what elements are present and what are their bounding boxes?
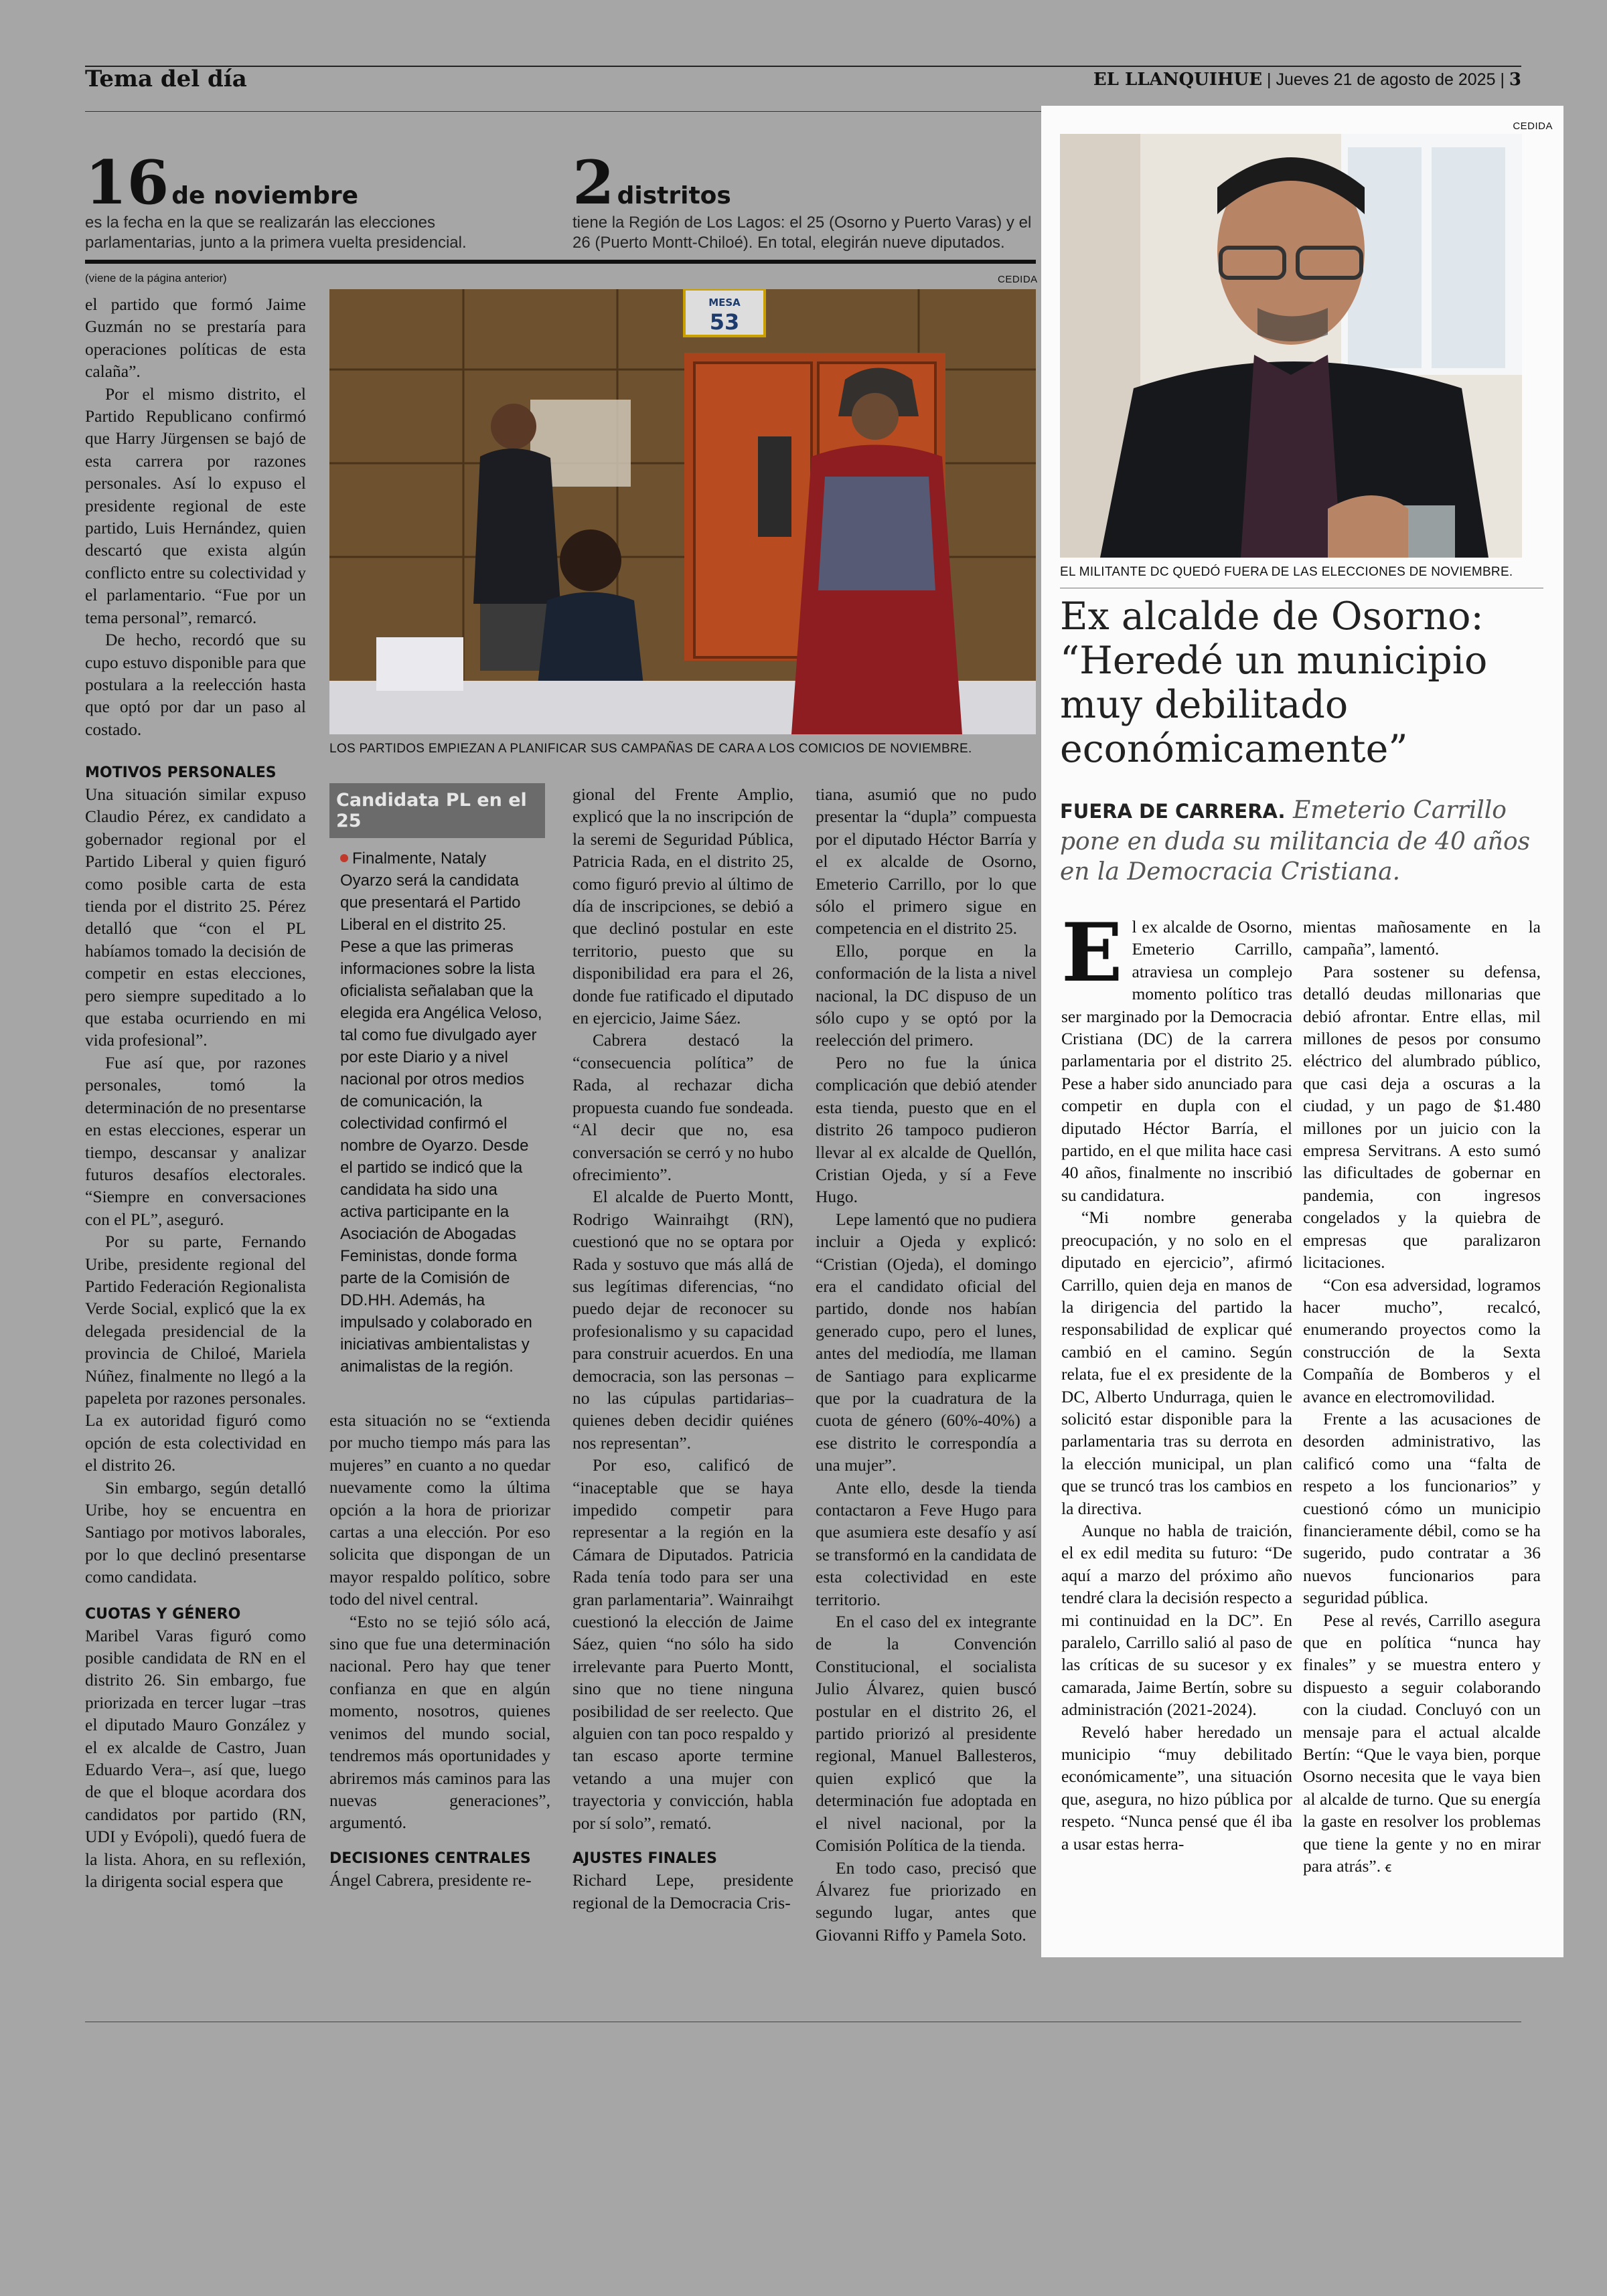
side-deck (1060, 795, 1549, 887)
paragraph: gional del Frente Amplio, explicó que la no inscripción de la seremi de Seguridad Pública, Patricia Rada, en el distrito 25, como figuró previo al último de día de inscripciones, se debió a que declinó postular en este territorio, puesto que su disponibilidad era para el 26, donde fue ratificado el diputado en ejercicio, Jaime Sáez. (572, 785, 793, 1028)
side-column-2 (1303, 916, 1541, 1878)
paragraph: Una situación similar expuso Claudio Pérez, ex candidato a gobernador regional por el Partido Liberal y quien figuró como posible carta de esta tienda por el distrito 25. Pérez detalló que “con el PL habíamos tomado la decisión de competir en estas elecciones, pero siempre supeditado a lo que estaba ocurriendo en mi vida profesional”. (85, 785, 306, 1050)
subhead-ajustes: AJUSTES FINALES (572, 1850, 718, 1868)
paragraph: Lepe lamentó que no pudiera incluir a Ojeda y explicó: “Cristian (Ojeda), el domingo era el candidato oficial del partido, donde nos habían generado cupo, pero el lunes, antes del mediodía, me llaman de Santiago para explicarme que por la cuadratura de la cuota de género (60%-40%) a ese distrito le correspondía a una mujer”. (816, 1209, 1037, 1475)
facts-divider (85, 260, 1036, 264)
paragraph: Sin embargo, según detalló Uribe, hoy se encuentra en Santiago por motivos laborales, por lo que declinó presentarse como candidata. (85, 1477, 306, 1587)
paragraph: Frente a las acusaciones de desorden administrativo, las calificó como una “falta de respeto a los funcionarios” y cuestionó cómo un municipio financieramente débil, como se ha sugerido, pudo contratar a 36 nuevos funcionarios para seguridad pública. (1303, 1408, 1541, 1608)
paragraph: Pero no fue la única complicación que debió atender esta tienda, puesto que en el distrito 26 tampoco pudieron llevar al ex alcalde de Quellón, Cristian Ojeda, y sí a Feve Hugo. (816, 1052, 1037, 1207)
article-column-1-top (85, 293, 306, 740)
bullet-icon (340, 854, 348, 862)
paragraph: Richard Lepe, presidente regional de la Democracia Cris- (572, 1870, 793, 1912)
side-headline: Ex alcalde de Osorno: “Heredé un municipio muy debilitado económicamente” (1060, 594, 1488, 771)
paragraph: Por su parte, Fernando Uribe, presidente regional del Partido Federación Regionalista Verde Social, explicó que la ex delegada presidencial de la provincia de Chiloé, Mariela Núñez, finalmente no llegó a la papeleta por razones personales. La ex autoridad figuró como opción de esta colectividad en el distrito 26. (85, 1232, 306, 1475)
paragraph: El alcalde de Puerto Montt, Rodrigo Wainraihgt (RN), cuestionó que no se optara por Rada y sostuvo que más allá de sus legítimas diferencias, “no puedo dejar de reconocer su profesionalismo y su capacidad para construir acuerdos. En una democracia, son las personas –no las cúpulas partidarias– quienes deben decidir quiénes nos representan”. (572, 1187, 793, 1453)
sidebox-text: Finalmente, Nataly Oyarzo será la candidata que presentará el Partido Liberal en el distrito 25. Pese a que las primeras informaciones sobre la lista oficialista señalaban que la elegida era Angélica Veloso, tal como fue divulgado ayer por este Diario y a nivel nacional por otros medios de comunicación, la colectividad confirmó el nombre de Oyarzo. Desde el partido se indicó que la candidata ha sido una activa participante en la Asociación de Abogadas Feministas, donde forma parte de la Comisión de DD.HH. Además, ha impulsado y colaborado en iniciativas ambientalistas y animalistas de la región. (340, 849, 542, 1376)
paragraph: Fue así que, por razones personales, tomó la determinación de no presentarse en estas elecciones, esperar un tiempo, descansar y analizar futuros desafíos electorales. “Siempre en conversaciones con el PL”, aseguró. (85, 1052, 306, 1229)
fact-number: 2 (572, 147, 615, 218)
paragraph: En el caso del ex integrante de la Convención Constitucional, el socialista Julio Álvarez, quien buscó postular en el distrito 26, el partido priorizó al presidente regional, Manuel Ballesteros, quien explicó que la determinación fue adoptada en el nivel nacional, por la Comisión Política de la tienda. (816, 1612, 1037, 1856)
sidebox-candidata (329, 783, 545, 1378)
sidebox-title: Candidata PL en el 25 (329, 783, 545, 838)
fact-unit: distritos (617, 182, 731, 210)
paragraph: Por el mismo distrito, el Partido Republicano confirmó que Harry Jürgensen se bajó de esta carrera por razones personales. Así lo expuso el presidente regional de este partido, Luis Hernández, quien descartó que exista algún conflicto entre su colectividad y el parlamentario. “Fue por un tema personal”, remarcó. (85, 384, 306, 627)
photo-credit: CEDIDA (998, 274, 1038, 285)
subhead-motivos: MOTIVOS PERSONALES (85, 764, 277, 781)
paragraph: Ante ello, desde la tienda contactaron a Feve Hugo para que asumiera este desafío y así se transformó en la candidata de esta colectividad en este territorio. (816, 1477, 1037, 1609)
kicker: FUERA DE CARRERA. (1060, 800, 1286, 823)
issue-date: Jueves 21 de agosto de 2025 (1276, 70, 1496, 89)
fact-text: tiene la Región de Los Lagos: el 25 (Osorno y Puerto Varas) y el 26 (Puerto Montt-Chiloé). En total, elegirán nueve diputados. (572, 214, 1032, 252)
top-rule (85, 66, 1521, 67)
paragraph: En todo caso, precisó que Álvarez fue priorizado en segundo lugar, antes que Giovanni Riffo y Pamela Soto. (816, 1858, 1037, 1945)
portrait-photo (1060, 134, 1522, 558)
sign-label: MESA (708, 297, 741, 309)
page-number: 3 (1509, 70, 1521, 90)
end-mark-icon: ꞓ (1385, 1859, 1392, 1876)
paragraph-text: Pese al revés, Carrillo asegura que en política “nunca hay finales” y se muestra entero y dispuesto a seguir colaborando con la ciudad. Concluyó con un mensaje para el actual alcalde Bertín: “Que le vaya bien, porque Osorno necesita que le vaya bien al alcalde de turno. Que su energía la gaste en resolver los problemas que tiene la gente y no en mirar para atrás”. (1303, 1610, 1541, 1876)
continued-note: (viene de la página anterior) (85, 272, 227, 284)
fact-box-1 (85, 147, 540, 253)
side-column-1 (1061, 906, 1292, 1855)
paragraph: mientas mañosamente en la campaña”, lamentó. (1303, 917, 1541, 959)
paragraph: “Esto no se tejió sólo acá, sino que fue una determinación nacional. Pero hay que tener confianza en que en algún momento, nosotros, quienes venimos del mundo social, tendremos más oportunidades y abriremos más caminos para las nuevas generaciones”, argumentó. (329, 1611, 550, 1833)
sidebox-body (329, 838, 545, 1378)
paragraph: “Mi nombre generaba preocupación, y no solo en el diputado en ejercicio”, afirmó Carrillo, quien deja en manos de la dirigencia del partido la responsabilidad de explicar qué cambió en el camino. Según relata, fue el ex presidente de la DC, Alberto Undurraga, quien le solicitó estar disponible para la parlamentaria tras su derrota en la elección municipal, un plan que se truncó tras los cambios en la directiva. (1061, 1208, 1292, 1518)
portrait-credit: CEDIDA (1513, 120, 1553, 132)
fact-unit: de noviembre (171, 182, 359, 210)
paragraph: Aunque no habla de traición, el ex edil medita su futuro: “De aquí a marzo del próximo año tendré clara la decisión respecto a mi continuidad en la DC”. En paralelo, Carrillo salió al paso de las críticas de su sucesor y ex camarada, Jaime Bertín, sobre su administración (2021-2024). (1061, 1520, 1292, 1720)
paragraph: Ángel Cabrera, presidente re- (329, 1870, 532, 1890)
fact-number: 16 (85, 147, 169, 218)
paragraph: tiana, asumió que no pudo presentar la “dupla” compuesta por el diputado Héctor Barría y el ex alcalde de Osorno, Emeterio Carrillo, por lo que sólo el primero sigue en competencia en el distrito 25. (816, 785, 1037, 938)
paragraph: el partido que formó Jaime Guzmán no se prestaría para operaciones políticas de esta calaña”. (85, 295, 306, 382)
paragraph: Por eso, calificó de “inaceptable que se haya impedido competir para representar a la región en la Cámara de Diputados. Patricia Rada tenía todo para ser una gran parlamentaria”. Wainraihgt cuestionó la elección de Jaime Sáez, quien “no sólo ha sido irrelevante para Puerto Montt, sino que no tiene ninguna posibilidad de ser reelecto. Que alguien con tan poco respaldo y tan escaso aporte termine vetando a una mujer con trayectoria y convicción, habla por sí solo”, remató. (572, 1455, 793, 1833)
paragraph: Para sostener su defensa, detalló deudas millonarias que debió afrontar. Entre ellas, mil millones de pesos por consumo eléctrico del alumbrado público, que casi deja a oscuras a la ciudad, y un pago de $1.480 millones por un juicio con la empresa Servitrans. A esto sumó las dificultades de gobernar en pandemia, con ingresos congelados y la quiebra de empresas que paralizaron licitaciones. (1303, 961, 1541, 1273)
fact-text: es la fecha en la que se realizarán las elecciones parlamentarias, junto a la primera vuelta presidencial. (85, 214, 467, 252)
article-column-3 (572, 783, 793, 1914)
side-article-panel (1041, 106, 1563, 1957)
deck-text: Emeterio Carrillo pone en duda su militancia de 40 años en la Democracia Cristiana. (1060, 797, 1531, 886)
fact-box-2 (572, 147, 1041, 253)
paragraph: “Con esa adversidad, logramos hacer mucho”, recalcó, enumerando proyectos como la construcción de la Sexta Compañía de Bomberos y el avance en electromovilidad. (1303, 1275, 1541, 1406)
paragraph (1303, 1609, 1541, 1879)
photo-caption: LOS PARTIDOS EMPIEZAN A PLANIFICAR SUS CAMPAÑAS DE CARA A LOS COMICIOS DE NOVIEMBRE. (329, 742, 972, 756)
article-column-1 (85, 763, 306, 1893)
subhead-cuotas: CUOTAS Y GÉNERO (85, 1605, 241, 1623)
paragraph: Maribel Varas figuró como posible candidata de RN en el distrito 26. Sin embargo, fue priorizada en tercer lugar –tras el diputado Mauro González y el ex alcalde de Castro, Juan Eduardo Vera–, así que, luego de que el bloque acordara dos candidatos por partido (RN, UDI y Evópoli), quedó fuera de la lista. Ahora, en su reflexión, la dirigenta social espera que (85, 1625, 306, 1892)
paragraph: De hecho, recordó que su cupo estuvo disponible para que postulara a la reelección hasta que optó por dar un paso al costado. (85, 630, 306, 739)
paragraph: Ello, porque en la conformación de la lista a nivel nacional, la DC dispuso de un sólo cupo y se optó por la reelección del primero. (816, 940, 1037, 1050)
article-column-4 (816, 783, 1037, 1946)
main-photo (329, 289, 1036, 734)
sign-number: 53 (709, 309, 740, 335)
paragraph: esta situación no se “extienda por mucho tiempo más para las mujeres” en cuanto a no quedar nuevamente como la última opción a la hora de priorizar cartas a una elección. Por eso solicita que dispongan de un mayor respaldo político, sobre todo del nivel central. (329, 1410, 550, 1609)
paragraph: l ex alcalde de Osorno, Emeterio Carrillo, atraviesa un complejo momento político tras ser marginado por la Democracia Cristiana (DC) de la carrera parlamentaria por el distrito 25. Pese a haber sido anunciado para competir en dupla con el diputado Héctor Barría, el partido, en el que milita hace casi 40 años, finalmente no inscribió su candidatura. (1061, 917, 1292, 1205)
newspaper-name: EL LLANQUIHUE (1093, 70, 1263, 90)
article-column-2 (329, 1409, 550, 1891)
section-title: Tema del día (85, 66, 247, 92)
portrait-caption: EL MILITANTE DC QUEDÓ FUERA DE LAS ELECCIONES DE NOVIEMBRE. (1060, 565, 1513, 579)
paragraph: Cabrera destacó la “consecuencia política” de Rada, al rechazar dicha propuesta cuando fue sondeada. “Al decir que no, esa conversación se cerró y no hubo ofrecimiento”. (572, 1030, 793, 1184)
dropcap: E (1061, 906, 1123, 1000)
paragraph: Reveló haber heredado un municipio “muy debilitado económicamente”, una situación que, asegura, no hizo pública por respeto. “Nunca pensé que él iba a usar estas herra- (1061, 1722, 1292, 1854)
subhead-decisiones: DECISIONES CENTRALES (329, 1850, 531, 1867)
masthead: EL LLANQUIHUE | Jueves 21 de agosto de 2025 | 3 (1093, 70, 1521, 90)
